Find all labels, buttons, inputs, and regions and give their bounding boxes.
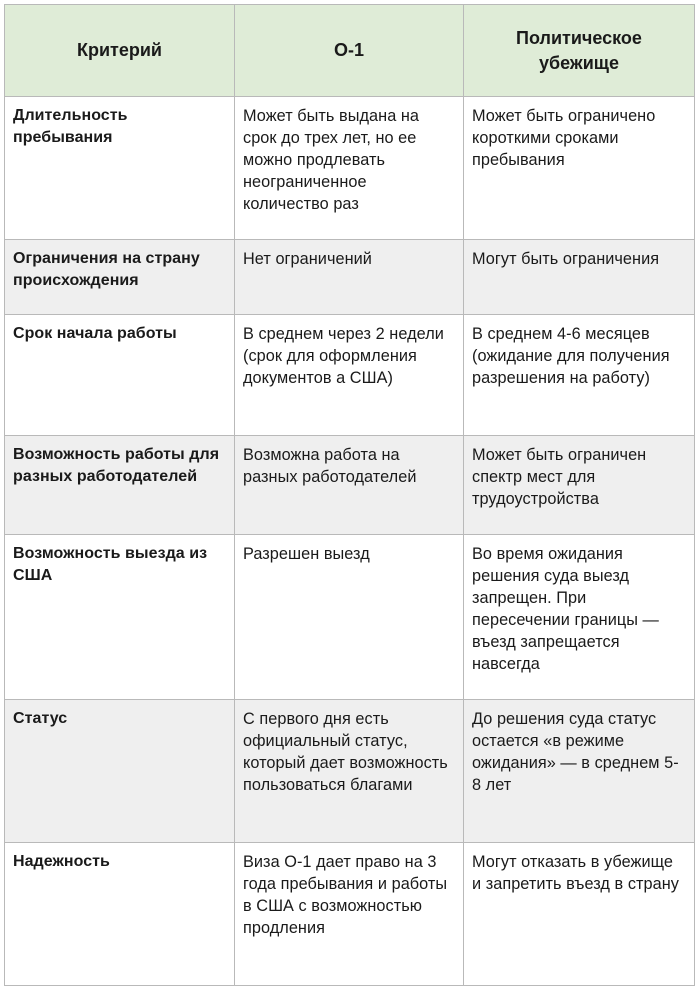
table-row bbox=[5, 240, 695, 315]
o1-cell: Возможна работа на разных работодателей bbox=[235, 436, 464, 535]
asylum-cell: В среднем 4-6 месяцев (ожидание для получения разрешения на работу) bbox=[464, 315, 695, 436]
criterion-cell: Ограничения на страну происхождения bbox=[5, 240, 235, 315]
table-row bbox=[5, 436, 695, 535]
table-row bbox=[5, 315, 695, 436]
asylum-cell: Во время ожидания решения суда выезд запрещен. При пересечении границы — въезд запрещается навсегда bbox=[464, 535, 695, 700]
criterion-cell: Возможность работы для разных работодателей bbox=[5, 436, 235, 535]
table-row bbox=[5, 535, 695, 700]
o1-cell: Разрешен выезд bbox=[235, 535, 464, 700]
header-row bbox=[5, 5, 695, 97]
asylum-cell: Может быть ограничен спектр мест для трудоустройства bbox=[464, 436, 695, 535]
comparison-table bbox=[4, 4, 695, 986]
table-row bbox=[5, 97, 695, 240]
criterion-cell: Надежность bbox=[5, 843, 235, 986]
criterion-cell: Возможность выезда из США bbox=[5, 535, 235, 700]
o1-cell: Нет ограничений bbox=[235, 240, 464, 315]
header-o1: О-1 bbox=[235, 5, 464, 97]
header-asylum-label: Политическое убежище bbox=[516, 27, 642, 73]
criterion-cell: Статус bbox=[5, 700, 235, 843]
table-row bbox=[5, 843, 695, 986]
asylum-cell: До решения суда статус остается «в режиме ожидания» — в среднем 5-8 лет bbox=[464, 700, 695, 843]
asylum-cell: Может быть ограничено короткими сроками пребывания bbox=[464, 97, 695, 240]
o1-cell: В среднем через 2 недели (срок для оформления документов а США) bbox=[235, 315, 464, 436]
asylum-cell: Могут быть ограничения bbox=[464, 240, 695, 315]
o1-cell: С первого дня есть официальный статус, который дает возможность пользоваться благами bbox=[235, 700, 464, 843]
o1-cell: Может быть выдана на срок до трех лет, но ее можно продлевать неограниченное количество раз bbox=[235, 97, 464, 240]
criterion-cell: Длительность пребывания bbox=[5, 97, 235, 240]
header-asylum bbox=[464, 5, 695, 97]
asylum-cell: Могут отказать в убежище и запретить въезд в страну bbox=[464, 843, 695, 986]
table-row bbox=[5, 700, 695, 843]
o1-cell: Виза О-1 дает право на 3 года пребывания и работы в США с возможностью продления bbox=[235, 843, 464, 986]
criterion-cell: Срок начала работы bbox=[5, 315, 235, 436]
header-criterion: Критерий bbox=[5, 5, 235, 97]
